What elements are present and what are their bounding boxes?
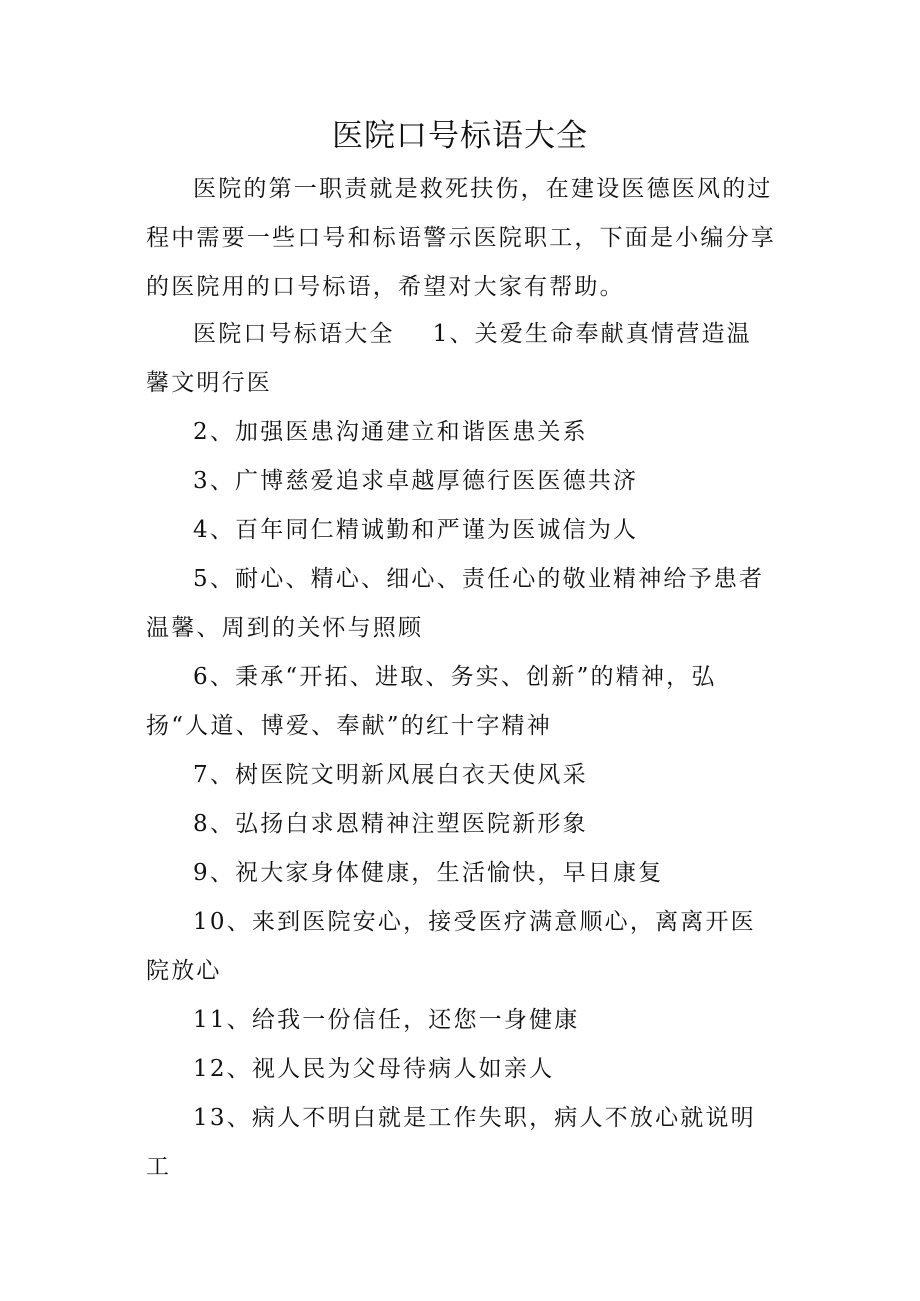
- slogan-item: 3、广博慈爱追求卓越厚德行医医德共济: [193, 468, 639, 494]
- section-heading: 医院口号标语大全: [193, 321, 395, 347]
- slogan-item: 1、关爱生命奉献真情营造温馨文明行医: [146, 321, 752, 396]
- slogan-item-1-paragraph: [146, 310, 776, 408]
- slogan-item: 9、祝大家身体健康，生活愉快，早日康复: [193, 860, 664, 886]
- intro-paragraph: 医院的第一职责就是救死扶伤，在建设医德医风的过程中需要一些口号和标语警示医院职工，下面是小编分享的医院用的口号标语，希望对大家有帮助。: [146, 176, 776, 300]
- slogan-item: 7、树医院文明新风展白衣天使风采: [193, 762, 588, 788]
- slogan-item: 8、弘扬白求恩精神注塑医院新形象: [193, 811, 588, 837]
- slogan-item: 4、百年同仁精诚勤和严谨为医诚信为人: [193, 517, 639, 543]
- slogan-item: 2、加强医患沟通建立和谐医患关系: [193, 419, 588, 445]
- slogan-item: 6、秉承“开拓、进取、务实、创新”的精神，弘扬“人道、博爱、奉献”的红十字精神: [146, 664, 717, 739]
- slogan-item: 12、视人民为父母待病人如亲人: [193, 1056, 555, 1082]
- document-title: 医院口号标语大全: [332, 118, 588, 154]
- slogan-item: 5、耐心、精心、细心、责任心的敬业精神给予患者温馨、周到的关怀与照顾: [146, 566, 765, 641]
- slogan-item: 13、病人不明白就是工作失职，病人不放心就说明工: [146, 1105, 756, 1180]
- slogan-item: 11、给我一份信任，还您一身健康: [193, 1007, 580, 1033]
- slogan-item: 10、来到医院安心，接受医疗满意顺心，离离开医院放心: [146, 909, 756, 984]
